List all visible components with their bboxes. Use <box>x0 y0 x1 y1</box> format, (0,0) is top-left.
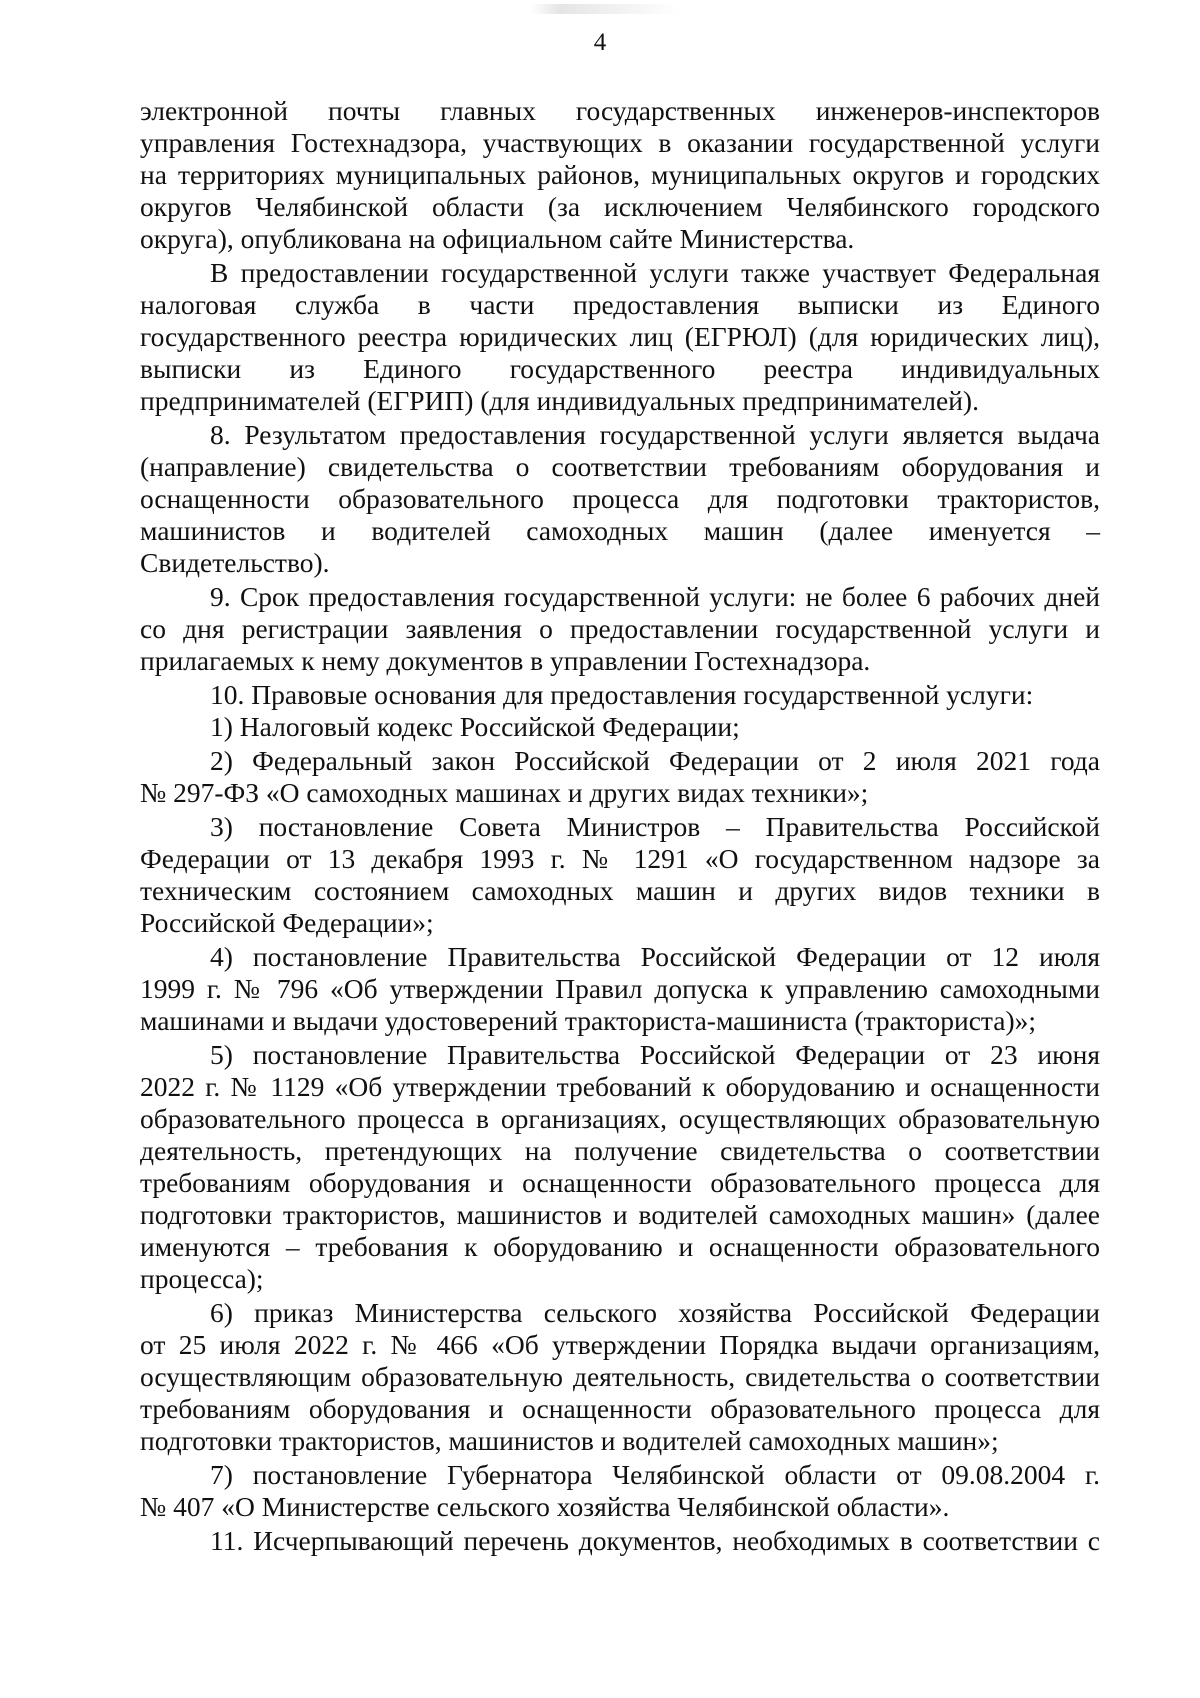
text-line: подготовки трактористов, машинистов и водителей самоходных машин»; <box>140 1425 999 1456</box>
paragraph-first-line: 8. Результатом предоставления государственной услуги является выдача <box>210 419 1100 450</box>
text-line: Российской Федерации»; <box>140 907 434 938</box>
text-line: округов Челябинской области (за исключением Челябинского городского <box>140 191 1100 222</box>
text-line: техническим состоянием самоходных машин и других видов техники в <box>140 875 1100 906</box>
paragraph-first-line: 4) постановление Правительства Российской Федерации от 12 июля <box>210 941 1100 972</box>
text-line: именуются – требования к оборудованию и оснащенности образовательного <box>140 1231 1100 1262</box>
paragraph-first-line: 9. Срок предоставления государственной услуги: не более 6 рабочих дней <box>210 581 1100 612</box>
text-line: № 407 «О Министерстве сельского хозяйства Челябинской области». <box>140 1491 950 1522</box>
text-line: Свидетельство). <box>140 547 330 578</box>
text-line: подготовки трактористов, машинистов и водителей самоходных машин» (далее <box>140 1199 1100 1230</box>
paragraph-first-line: 6) приказ Министерства сельского хозяйства Российской Федерации <box>210 1297 1100 1328</box>
text-line: выписки из Единого государственного реестра индивидуальных <box>140 353 1100 384</box>
text-line: электронной почты главных государственных инженеров-инспекторов <box>140 95 1100 126</box>
text-line: осуществляющим образовательную деятельность, свидетельства о соответствии <box>140 1361 1100 1392</box>
text-line: требованиям оборудования и оснащенности образовательного процесса для <box>140 1167 1100 1198</box>
text-line: налоговая служба в части предоставления выписки из Единого <box>140 289 1100 320</box>
text-line: на территориях муниципальных районов, муниципальных округов и городских <box>140 159 1100 190</box>
text-line: оснащенности образовательного процесса для подготовки трактористов, <box>140 483 1100 514</box>
text-line: деятельность, претендующих на получение свидетельства о соответствии <box>140 1135 1100 1166</box>
text-line: машинами и выдачи удостоверений тракториста-машиниста (тракториста)»; <box>140 1005 1037 1036</box>
text-line: (направление) свидетельства о соответствии требованиям оборудования и <box>140 451 1100 482</box>
text-line: Федерации от 13 декабря 1993 г. № 1291 «О государственном надзоре за <box>140 843 1100 874</box>
paragraph-first-line: 5) постановление Правительства Российской Федерации от 23 июня <box>210 1039 1100 1070</box>
paragraph-first-line: 11. Исчерпывающий перечень документов, необходимых в соответствии с <box>210 1525 1100 1556</box>
text-line: со дня регистрации заявления о предоставлении государственной услуги и <box>140 613 1100 644</box>
text-line: государственного реестра юридических лиц (ЕГРЮЛ) (для юридических лиц), <box>140 321 1100 352</box>
text-line: требованиям оборудования и оснащенности образовательного процесса для <box>140 1393 1100 1424</box>
text-line: машинистов и водителей самоходных машин (далее именуется – <box>140 515 1100 546</box>
paragraph-first-line: 10. Правовые основания для предоставления государственной услуги: <box>210 679 1034 710</box>
text-line: прилагаемых к нему документов в управлении Гостехнадзора. <box>140 645 871 676</box>
text-line: образовательного процесса в организациях, осуществляющих образовательную <box>140 1103 1100 1134</box>
text-line: 1999 г. № 796 «Об утверждении Правил допуска к управлению самоходными <box>140 973 1100 1004</box>
text-line: округа), опубликована на официальном сайте Министерства. <box>140 223 855 254</box>
text-line: от 25 июля 2022 г. № 466 «Об утверждении Порядка выдачи организациям, <box>140 1329 1100 1360</box>
text-line: процесса); <box>140 1263 264 1294</box>
scan-artifact <box>530 4 680 14</box>
page-number: 4 <box>593 29 607 56</box>
text-line: 2022 г. № 1129 «Об утверждении требований к оборудованию и оснащенности <box>140 1071 1100 1102</box>
paragraph-first-line: 1) Налоговый кодекс Российской Федерации; <box>210 711 740 742</box>
text-line: предпринимателей (ЕГРИП) (для индивидуальных предпринимателей). <box>140 385 979 416</box>
text-line: № 297-ФЗ «О самоходных машинах и других видах техники»; <box>140 777 869 808</box>
paragraph-first-line: 3) постановление Совета Министров – Правительства Российской <box>210 811 1100 842</box>
paragraph-first-line: 7) постановление Губернатора Челябинской области от 09.08.2004 г. <box>210 1459 1100 1490</box>
paragraph-first-line: 2) Федеральный закон Российской Федерации от 2 июля 2021 года <box>210 745 1100 776</box>
paragraph-first-line: В предоставлении государственной услуги также участвует Федеральная <box>210 257 1100 288</box>
text-line: управления Гостехнадзора, участвующих в оказании государственной услуги <box>140 127 1100 158</box>
